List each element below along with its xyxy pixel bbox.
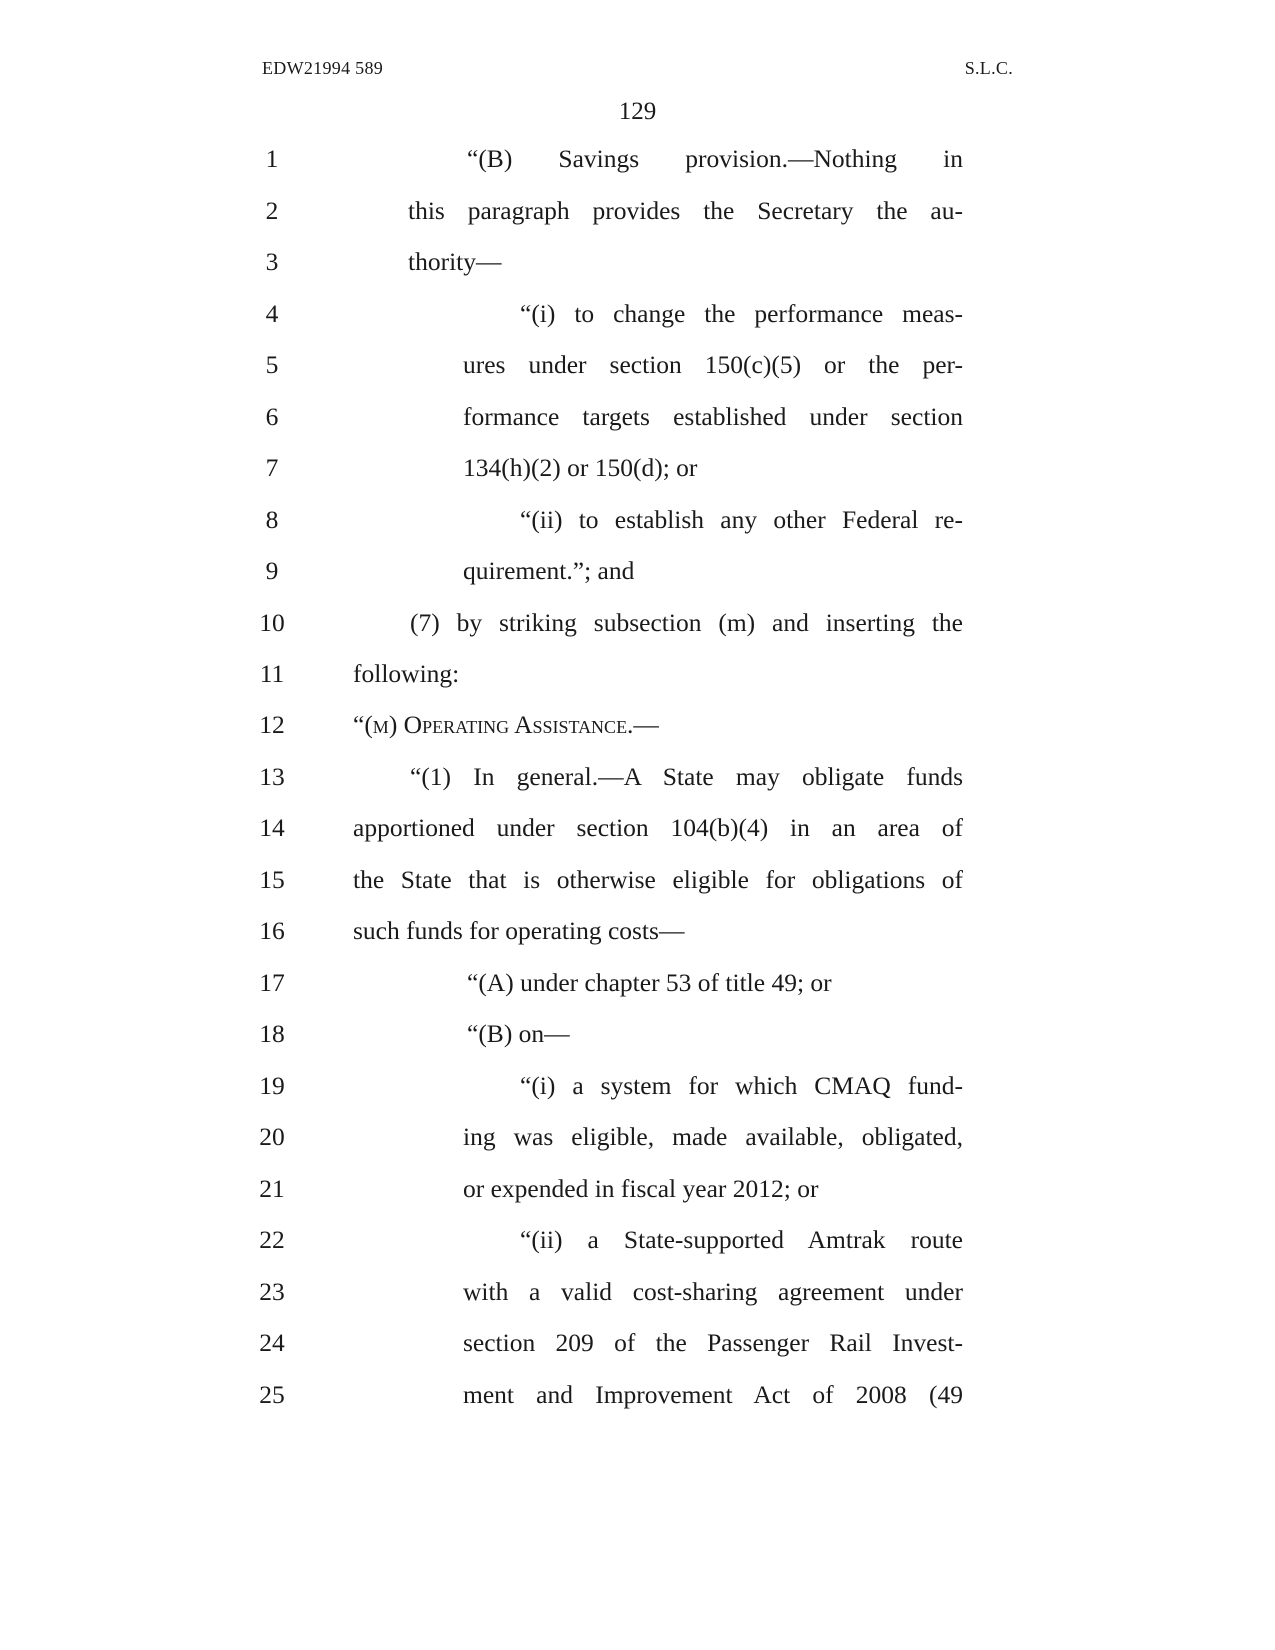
line-text: formance targets established under section (463, 402, 963, 431)
line-text: “(B) Savings provision.—Nothing in (467, 144, 963, 173)
line-text: ures under section 150(c)(5) or the per- (463, 350, 963, 379)
line-number: 13 (259, 762, 285, 791)
line-text: ment and Improvement Act of 2008 (49 (463, 1380, 963, 1409)
line-text: section 209 of the Passenger Rail Invest- (463, 1328, 963, 1357)
line-text: (7) by striking subsection (m) and inserting the (410, 608, 963, 637)
line-text: such funds for operating costs— (353, 916, 685, 945)
line-number: 22 (259, 1225, 285, 1254)
line-text: “(ii) to establish any other Federal re- (520, 505, 963, 534)
line-text: “(ii) a State-supported Amtrak route (520, 1225, 963, 1254)
line-number: 9 (265, 556, 279, 585)
line-number: 7 (265, 453, 279, 482)
line-number: 3 (265, 247, 279, 276)
document-id: EDW21994 589 (262, 58, 384, 78)
line-text: “(B) on— (467, 1019, 570, 1048)
line-number: 8 (265, 505, 279, 534)
line-number: 23 (259, 1277, 285, 1306)
line-number: 25 (259, 1380, 285, 1409)
line-number: 16 (259, 916, 285, 945)
line-text: ing was eligible, made available, obligated, (463, 1122, 963, 1151)
line-number: 21 (259, 1174, 285, 1203)
line-text: “(i) a system for which CMAQ fund- (520, 1071, 963, 1100)
line-text: this paragraph provides the Secretary the au- (408, 196, 963, 225)
line-number: 6 (265, 402, 279, 431)
line-text: 134(h)(2) or 150(d); or (463, 453, 698, 482)
office-code: S.L.C. (964, 58, 1013, 78)
line-number: 10 (259, 608, 285, 637)
line-number: 1 (265, 144, 279, 173)
line-text: “(A) under chapter 53 of title 49; or (467, 968, 832, 997)
line-text: “(1) In general.—A State may obligate funds (410, 762, 963, 791)
line-text: apportioned under section 104(b)(4) in an area of (353, 813, 963, 842)
line-number: 15 (259, 865, 285, 894)
line-number: 12 (259, 710, 285, 739)
line-number: 24 (259, 1328, 285, 1357)
line-number: 5 (265, 350, 279, 379)
line-number: 18 (259, 1019, 285, 1048)
line-number: 14 (259, 813, 285, 842)
line-text: “(m) Operating Assistance.— (353, 710, 659, 739)
line-text: or expended in fiscal year 2012; or (463, 1174, 819, 1203)
line-number: 17 (259, 968, 285, 997)
line-text: thority— (408, 247, 502, 276)
line-text: quirement.”; and (463, 556, 635, 585)
line-text: the State that is otherwise eligible for obligations of (353, 865, 963, 894)
page-number: 129 (618, 98, 657, 125)
line-text: with a valid cost-sharing agreement under (463, 1277, 963, 1306)
line-text: “(i) to change the performance meas- (520, 299, 963, 328)
line-number: 20 (259, 1122, 285, 1151)
line-text: following: (353, 659, 460, 688)
line-number: 19 (259, 1071, 285, 1100)
line-number: 2 (265, 196, 279, 225)
line-number: 4 (265, 299, 279, 328)
line-number: 11 (259, 659, 285, 688)
